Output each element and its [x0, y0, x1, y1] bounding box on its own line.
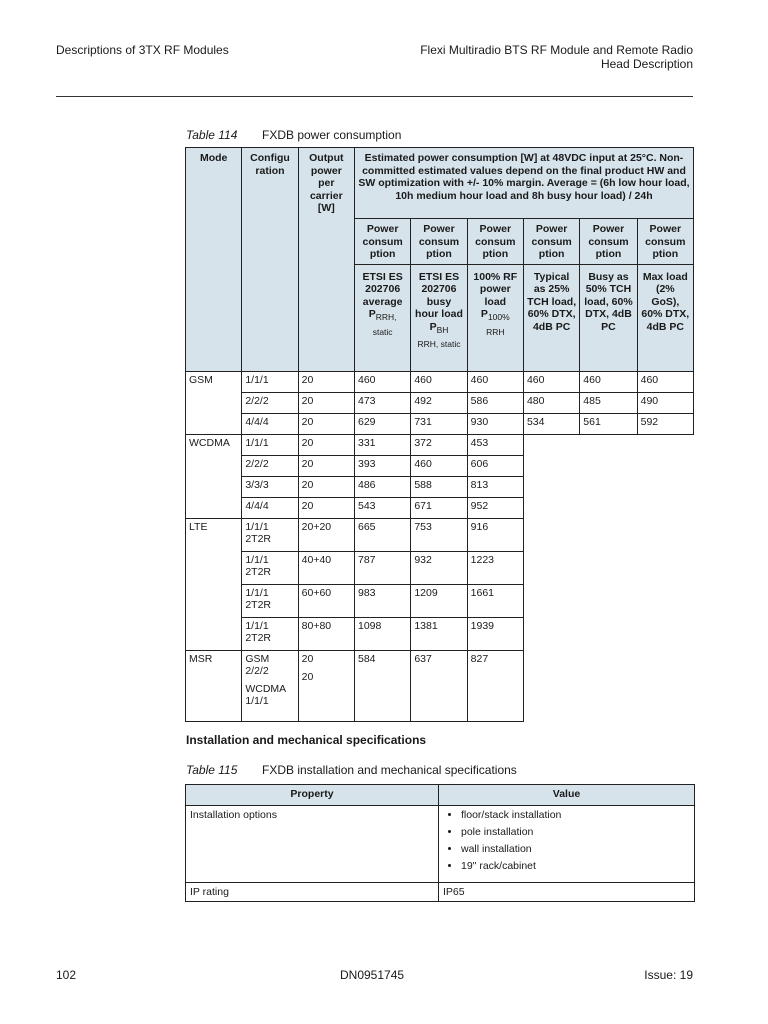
- table-115-caption: [186, 763, 517, 777]
- value-cell: 460: [580, 371, 637, 392]
- config-cell: 2/2/2: [242, 392, 298, 413]
- config-cell: 3/3/3: [242, 476, 298, 497]
- config-line: 2T2R: [245, 532, 272, 545]
- rf-100-label: 100% RF power load P: [473, 270, 518, 320]
- sub-header-top-5: Power consum ption: [580, 219, 637, 265]
- value-cell: 983: [354, 584, 410, 617]
- value-cell: 827: [467, 650, 523, 721]
- running-header-right-line2: Head Description: [600, 57, 693, 71]
- page-number: 102: [56, 968, 77, 982]
- value-cell: 1098: [354, 617, 410, 650]
- value-cell: 588: [411, 476, 467, 497]
- etsi-average-small: static: [372, 326, 393, 337]
- value-cell: 1209: [411, 584, 467, 617]
- config-cell: 2/2/2: [242, 455, 298, 476]
- value-cell: 372: [411, 434, 467, 455]
- col-header-estimated: Estimated power consumption [W] at 48VDC input at 25°C. Non-committed estimated values depend on the final product HW and SW optimization with +/- 10% margin. Average = (6h low hour load, 10h medium hour load and 8h busy hour load) / 24h: [354, 148, 693, 219]
- list-item: • pole installation: [461, 826, 690, 839]
- output-cell: 20: [298, 476, 354, 497]
- value-cell: 543: [354, 497, 410, 518]
- config-cell: [242, 551, 298, 584]
- value-cell: 930: [467, 413, 523, 434]
- value-cell: 485: [580, 392, 637, 413]
- col-header-property: Property: [186, 785, 439, 806]
- config-line: 1/1/1: [245, 520, 269, 533]
- value-cell: 460: [637, 371, 693, 392]
- col-header-mode: Mode: [186, 148, 242, 372]
- table-114-caption: [186, 128, 401, 142]
- config-cell: [242, 617, 298, 650]
- table-114-title: FXDB power consumption: [262, 128, 402, 142]
- etsi-busy-label: ETSI ES 202706 busy hour load P: [415, 270, 463, 333]
- value-cell: 671: [411, 497, 467, 518]
- sub-header-top-3: Power consum ption: [467, 219, 523, 265]
- config-cell: [242, 518, 298, 551]
- value-cell: 592: [637, 413, 693, 434]
- value-cell: 932: [411, 551, 467, 584]
- value-cell: 486: [354, 476, 410, 497]
- sub-header-100-rf: [467, 264, 523, 371]
- config-line: 2T2R: [245, 598, 272, 611]
- sub-header-busy: Busy as 50% TCH load, 60% DTX, 4dB PC: [580, 264, 637, 371]
- sub-header-etsi-busy: [411, 264, 467, 371]
- config-cell: [242, 650, 298, 721]
- sub-header-top-4: Power consum ption: [523, 219, 579, 265]
- output-cell: 20: [298, 497, 354, 518]
- value-cell: 637: [411, 650, 467, 721]
- sub-header-top-6: Power consum ption: [637, 219, 693, 265]
- config-cell: 4/4/4: [242, 497, 298, 518]
- config-cell: 1/1/1: [242, 371, 298, 392]
- col-header-config: Configu ration: [242, 148, 298, 372]
- value-cell: 813: [467, 476, 523, 497]
- config-line: 1/1/1: [245, 619, 269, 632]
- sub-header-top-2: Power consum ption: [411, 219, 467, 265]
- value-cell: 393: [354, 455, 410, 476]
- output-cell: 20: [298, 434, 354, 455]
- value-cell: 1939: [467, 617, 523, 650]
- config-line: 2T2R: [245, 565, 272, 578]
- value-cell: 561: [580, 413, 637, 434]
- mode-cell-gsm: GSM: [186, 371, 242, 434]
- table-row: [186, 371, 694, 392]
- output-cell: 20+20: [298, 518, 354, 551]
- value-cell: 586: [467, 392, 523, 413]
- table-row: [186, 883, 695, 902]
- value-cell: 787: [354, 551, 410, 584]
- value-cell: 331: [354, 434, 410, 455]
- config-line: 1/1/1: [245, 586, 269, 599]
- table-row: [186, 392, 694, 413]
- output-line: 20: [301, 652, 314, 665]
- output-cell: 20: [298, 392, 354, 413]
- output-cell: 20: [298, 413, 354, 434]
- value-cell: [439, 806, 695, 883]
- table-114-number: Table 114: [186, 128, 238, 142]
- etsi-busy-subscript: BH: [436, 324, 449, 335]
- mode-cell-wcdma: WCDMA: [186, 434, 242, 518]
- sub-header-top-1: Power consum ption: [354, 219, 410, 265]
- value-cell: 460: [354, 371, 410, 392]
- value-cell: 460: [467, 371, 523, 392]
- col-header-output: Output power per carrier [W]: [298, 148, 354, 372]
- section-title: Installation and mechanical specifications: [186, 733, 427, 747]
- config-line: GSM 2/2/2: [245, 652, 270, 677]
- output-cell: 40+40: [298, 551, 354, 584]
- value-cell: 1381: [411, 617, 467, 650]
- value-cell: IP65: [439, 883, 695, 902]
- running-header-right-line1: Flexi Multiradio BTS RF Module and Remote Radio: [420, 43, 693, 57]
- empty-region: [523, 434, 693, 721]
- value-cell: 453: [467, 434, 523, 455]
- mode-cell-msr: MSR: [186, 650, 242, 721]
- value-cell: 460: [411, 371, 467, 392]
- output-cell: [298, 650, 354, 721]
- value-cell: 753: [411, 518, 467, 551]
- config-line: 2T2R: [245, 631, 272, 644]
- output-cell: 20: [298, 455, 354, 476]
- output-cell: 60+60: [298, 584, 354, 617]
- list-item: • wall installation: [461, 843, 690, 856]
- issue-number: Issue: 19: [644, 968, 693, 982]
- rf-100-small: RRH: [486, 326, 505, 337]
- value-cell: 584: [354, 650, 410, 721]
- value-cell: 473: [354, 392, 410, 413]
- rf-100-subscript: 100%: [487, 312, 510, 323]
- list-item: • 19" rack/cabinet: [461, 860, 690, 873]
- power-consumption-table: [185, 147, 694, 722]
- value-cell: 480: [523, 392, 579, 413]
- value-cell: 916: [467, 518, 523, 551]
- value-cell: 534: [523, 413, 579, 434]
- table-115-number: Table 115: [186, 763, 238, 777]
- config-cell: [242, 584, 298, 617]
- value-cell: 665: [354, 518, 410, 551]
- value-cell: 606: [467, 455, 523, 476]
- output-cell: 20: [298, 371, 354, 392]
- property-cell: IP rating: [186, 883, 439, 902]
- sub-header-etsi-average: [354, 264, 410, 371]
- value-cell: 1223: [467, 551, 523, 584]
- etsi-average-label: ETSI ES 202706 average P: [362, 270, 403, 320]
- list-item: • floor/stack installation: [461, 809, 690, 822]
- running-header-left: Descriptions of 3TX RF Modules: [56, 43, 229, 57]
- value-cell: 460: [523, 371, 579, 392]
- config-line: 1/1/1: [245, 553, 269, 566]
- value-cell: 952: [467, 497, 523, 518]
- document-id: DN0951745: [340, 968, 405, 982]
- table-row: [186, 413, 694, 434]
- sub-header-max: Max load (2% GoS), 60% DTX, 4dB PC: [637, 264, 693, 371]
- installation-specs-table: [185, 784, 695, 902]
- value-cell: 492: [411, 392, 467, 413]
- sub-header-typical: Typical as 25% TCH load, 60% DTX, 4dB PC: [523, 264, 579, 371]
- running-header-right: [420, 43, 693, 71]
- config-cell: 4/4/4: [242, 413, 298, 434]
- config-line: WCDMA 1/1/1: [245, 682, 286, 707]
- value-cell: 731: [411, 413, 467, 434]
- etsi-busy-small: RRH, static: [417, 339, 461, 350]
- output-line: 20: [301, 670, 314, 683]
- table-row: [186, 434, 694, 455]
- installation-options-list: [443, 809, 690, 873]
- etsi-average-subscript: RRH,: [375, 312, 397, 323]
- value-cell: 490: [637, 392, 693, 413]
- header-rule: [56, 96, 693, 97]
- value-cell: 629: [354, 413, 410, 434]
- value-cell: 1661: [467, 584, 523, 617]
- output-cell: 80+80: [298, 617, 354, 650]
- col-header-value: Value: [439, 785, 695, 806]
- property-cell: Installation options: [186, 806, 439, 883]
- mode-cell-lte: LTE: [186, 518, 242, 650]
- value-cell: 460: [411, 455, 467, 476]
- table-115-title: FXDB installation and mechanical specifications: [262, 763, 517, 777]
- table-row: [186, 806, 695, 883]
- config-cell: 1/1/1: [242, 434, 298, 455]
